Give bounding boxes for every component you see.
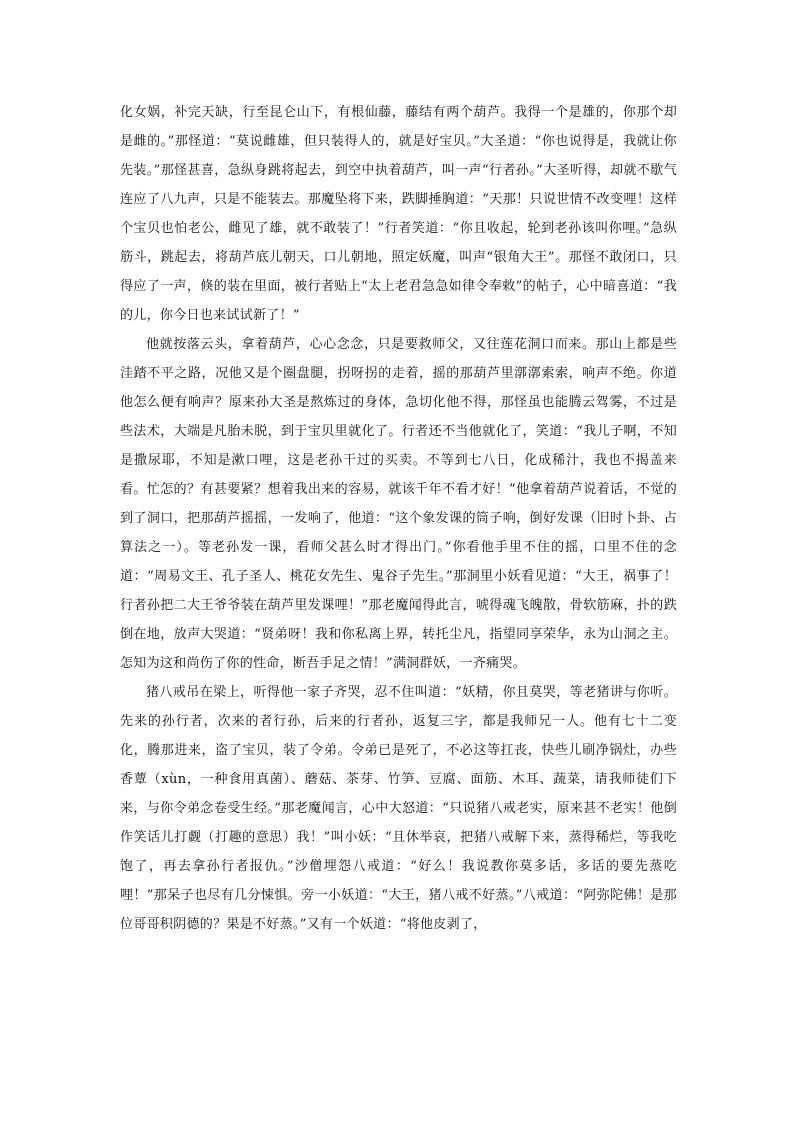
paragraph-2: 他就按落云头，拿着葫芦，心心念念，只是要救师父，又往莲花洞口而来。那山上都是些洼踏不平之路，况他又是个圈盘腿，拐呀拐的走着，摇的那葫芦里漷漷索索，响声不绝。你道他怎么便有响声？原来孙大圣是熬炼过的身体，急切化他不得，那怪虽也能腾云驾雾，不过是些法术，大端是凡胎未脱，到于宝贝里就化了。行者还不当他就化了，笑道：“我儿子啊，不知是撒尿耶，不知是漱口哩，这是老孙干过的买卖。不等到七八日，化成稀汁，我也不揭盖来看。忙怎的？有甚要紧？想着我出来的容易，就该千年不看才好！”他拿着葫芦说着话，不觉的到了洞口，把那葫芦摇摇，一发响了，他道：“这个象发课的筒子响，倒好发课（旧时卜卦、占算法之一）。等老孙发一课，看师父甚么时才得出门。”你看他手里不住的摇，口里不住的念道：“周易文王、孔子圣人、桃花女先生、鬼谷子先生。”那洞里小妖看见道：“大王，祸事了！行者孙把二大王爷爷装在葫芦里发课哩！”那老魔闻得此言，唬得魂飞魄散，骨软筋麻，扑的跌倒在地，放声大哭道：“贤弟呀！我和你私离上界，转托尘凡，指望同享荣华，永为山洞之主。怎知为这和尚伤了你的性命，断吾手足之情！”满洞群妖，一齐痛哭。 bbox=[120, 337, 677, 671]
document-page bbox=[120, 98, 677, 939]
paragraph-3: 猪八戒吊在梁上，听得他一家子齐哭，忍不住叫道：“妖精，你且莫哭，等老猪讲与你听。先来的孙行者，次来的者行孙，后来的行者孙，返复三字，都是我师兄一人。他有七十二变化，腾那进来，盗了宝贝，装了令弟。令弟已是死了，不必这等扛丧，快些儿刷净锅灶，办些香蕈（xùn，一种食用真菌）、蘑菇、茶芽、竹笋、豆腐、面筋、木耳、蔬菜，请我师徒们下来，与你令弟念卷受生经。”那老魔闻言，心中大怒道：“只说猪八戒老实，原来甚不老实！他倒作笑话儿打觑（打趣的意思）我！”叫小妖：“且休举哀，把猪八戒解下来，蒸得稀烂，等我吃饱了，再去拿孙行者报仇。”沙僧埋怨八戒道：“好么！我说教你莫多话，多话的要先蒸吃哩！”那呆子也尽有几分悚惧。旁一小妖道：“大王，猪八戒不好蒸。”八戒道：“阿弥陀佛！是那位哥哥积阴德的？果是不好蒸。”又有一个妖道：“将他皮剥了， bbox=[120, 685, 677, 932]
paragraph-1: 化女娲，补完天缺，行至昆仑山下，有根仙藤，藤结有两个葫芦。我得一个是雄的，你那个却是雌的。”那怪道：“莫说雌雄，但只装得人的，就是好宝贝。”大圣道：“你也说得是，我就让你先装。”那怪甚喜，急纵身跳将起去，到空中执着葫芦，叫一声“行者孙。”大圣听得，却就不歇气连应了八九声，只是不能装去。那魔坠将下来，跌脚捶胸道：“天那！只说世情不改变哩！这样个宝贝也怕老公，雌见了雄，就不敢装了！”行者笑道：“你且收起，轮到老孙该叫你哩。”急纵筋斗，跳起去，将葫芦底儿朝天，口儿朝地，照定妖魔，叫声“银角大王”。那怪不敢闭口，只得应了一声，倏的装在里面，被行者贴上“太上老君急急如律令奉敕”的帖子，心中暗喜道：“我的儿，你今日也来试试新了！” bbox=[120, 105, 677, 323]
